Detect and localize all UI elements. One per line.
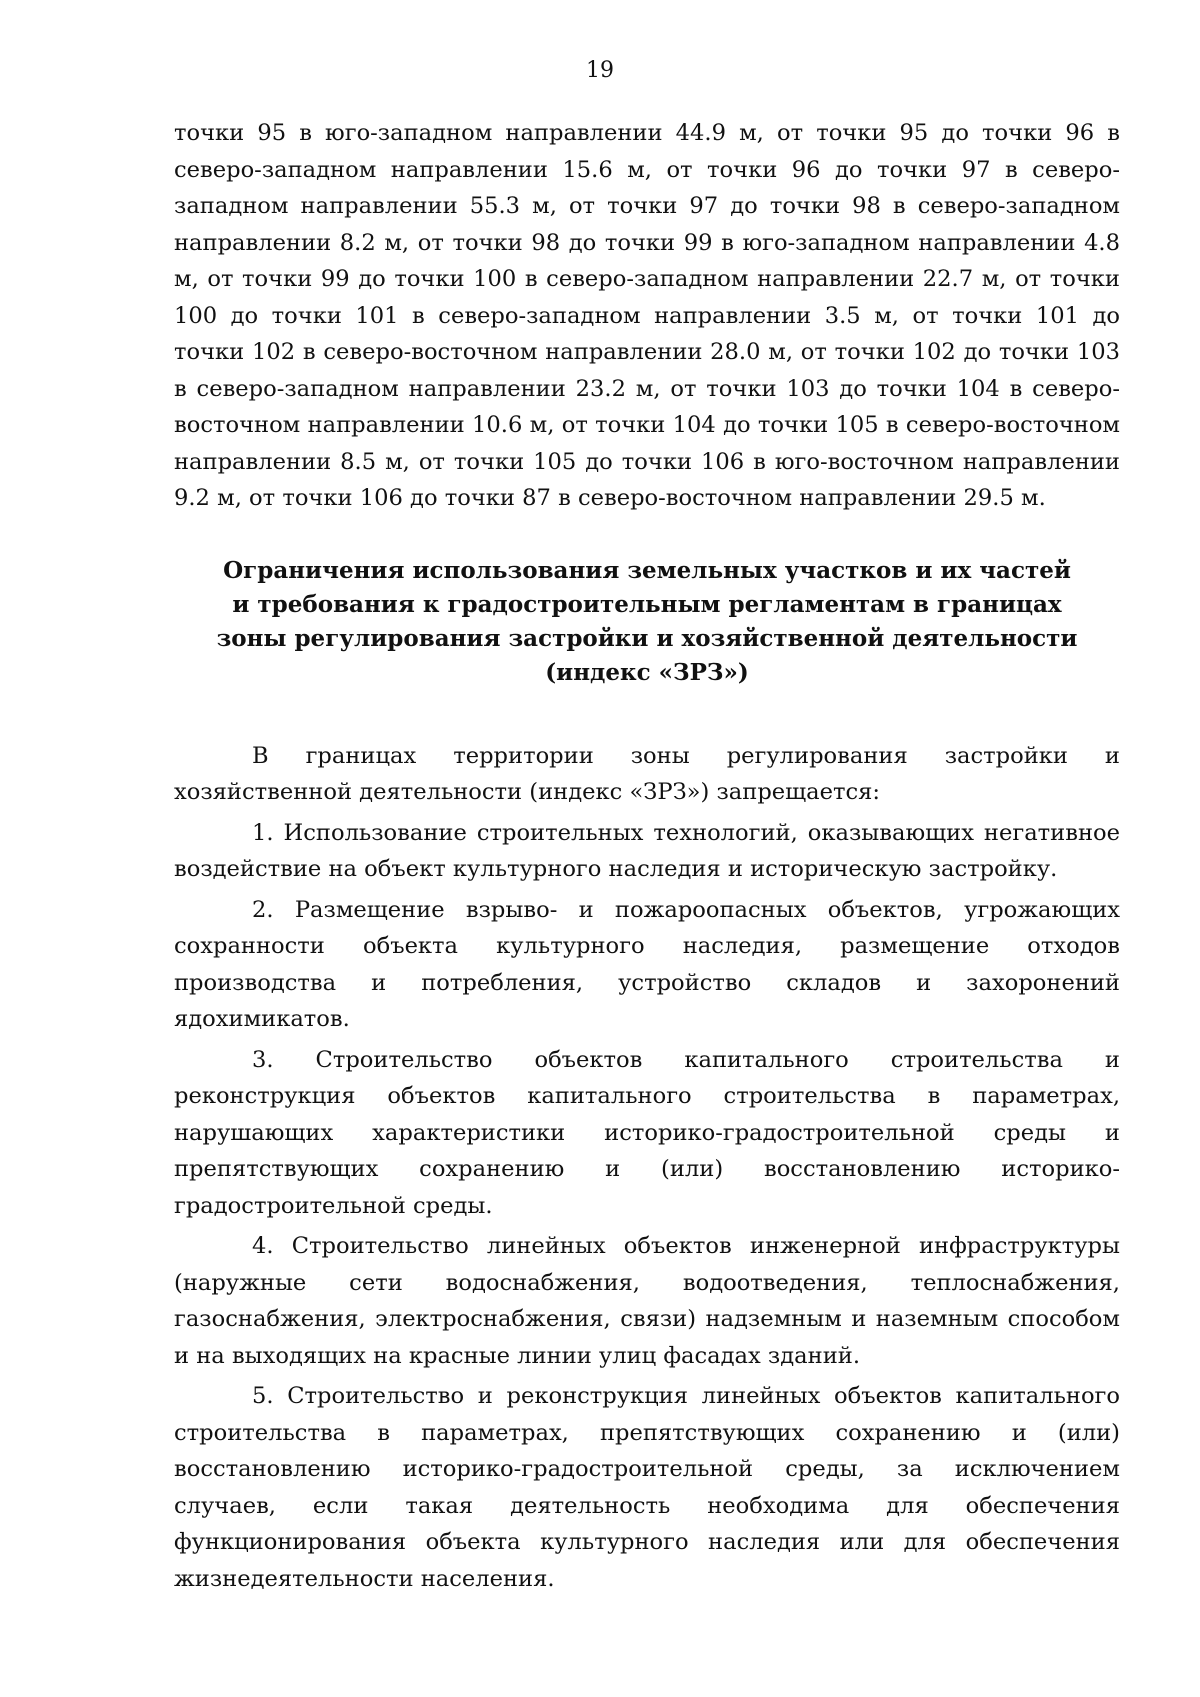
prohibition-item-4: 4. Строительство линейных объектов инженерной инфраструктуры (наружные сети водоснабжения, водоотведения, теплоснабжения, газоснабжения, электроснабжения, связи) надземным и наземным способом и на выходящих на красные линии улиц фасадах зданий. [174, 1233, 1120, 1369]
prohibition-item-5: 5. Строительство и реконструкция линейных объектов капитального строительства в параметрах, препятствующих сохранению и (или) восстановлению историко-градостроительной среды, за исключением случаев, если такая деятельность необходима для обеспечения функционирования объекта культурного наследия или для обеспечения жизнедеятельности населения. [174, 1383, 1120, 1592]
page-number: 19 [586, 58, 614, 83]
intro-paragraph: В границах территории зоны регулирования застройки и хозяйственной деятельности (индекс «ЗРЗ») запрещается: [174, 742, 1120, 805]
section-heading-line: зоны регулирования застройки и хозяйственной деятельности [216, 624, 1078, 652]
section-heading-line: (индекс «ЗРЗ») [545, 658, 749, 686]
section-heading [174, 554, 1120, 690]
document-body [174, 115, 1120, 1597]
continuation-paragraph: точки 95 в юго-западном направлении 44.9 м, от точки 95 до точки 96 в северо-западном направлении 15.6 м, от точки 96 до точки 97 в северо-западном направлении 55.3 м, от точки 97 до точки 98 в северо-западном направлении 8.2 м, от точки 98 до точки 99 в юго-западном направлении 4.8 м, от точки 99 до точки 100 в северо-западном направлении 22.7 м, от точки 100 до точки 101 в северо-западном направлении 3.5 м, от точки 101 до точки 102 в северо-восточном направлении 28.0 м, от точки 102 до точки 103 в северо-западном направлении 23.2 м, от точки 103 до точки 104 в северо-восточном направлении 10.6 м, от точки 104 до точки 105 в северо-восточном направлении 8.5 м, от точки 105 до точки 106 в юго-восточном направлении 9.2 м, от точки 106 до точки 87 в северо-восточном направлении 29.5 м. [174, 120, 1120, 511]
prohibition-item-3: 3. Строительство объектов капитального строительства и реконструкция объектов капитального строительства в параметрах, нарушающих характеристики историко-градостроительной среды и препятствующих сохранению и (или) восстановлению историко-градостроительной среды. [174, 1046, 1120, 1219]
prohibition-item-1: 1. Использование строительных технологий, оказывающих негативное воздействие на объект культурного наследия и историческую застройку. [174, 819, 1120, 882]
prohibition-item-2: 2. Размещение взрыво- и пожароопасных объектов, угрожающих сохранности объекта культурного наследия, размещение отходов производства и потребления, устройство складов и захоронений ядохимикатов. [174, 896, 1120, 1032]
section-heading-line: Ограничения использования земельных участков и их частей [223, 556, 1071, 584]
section-heading-line: и требования к градостроительным регламентам в границах [232, 590, 1062, 618]
